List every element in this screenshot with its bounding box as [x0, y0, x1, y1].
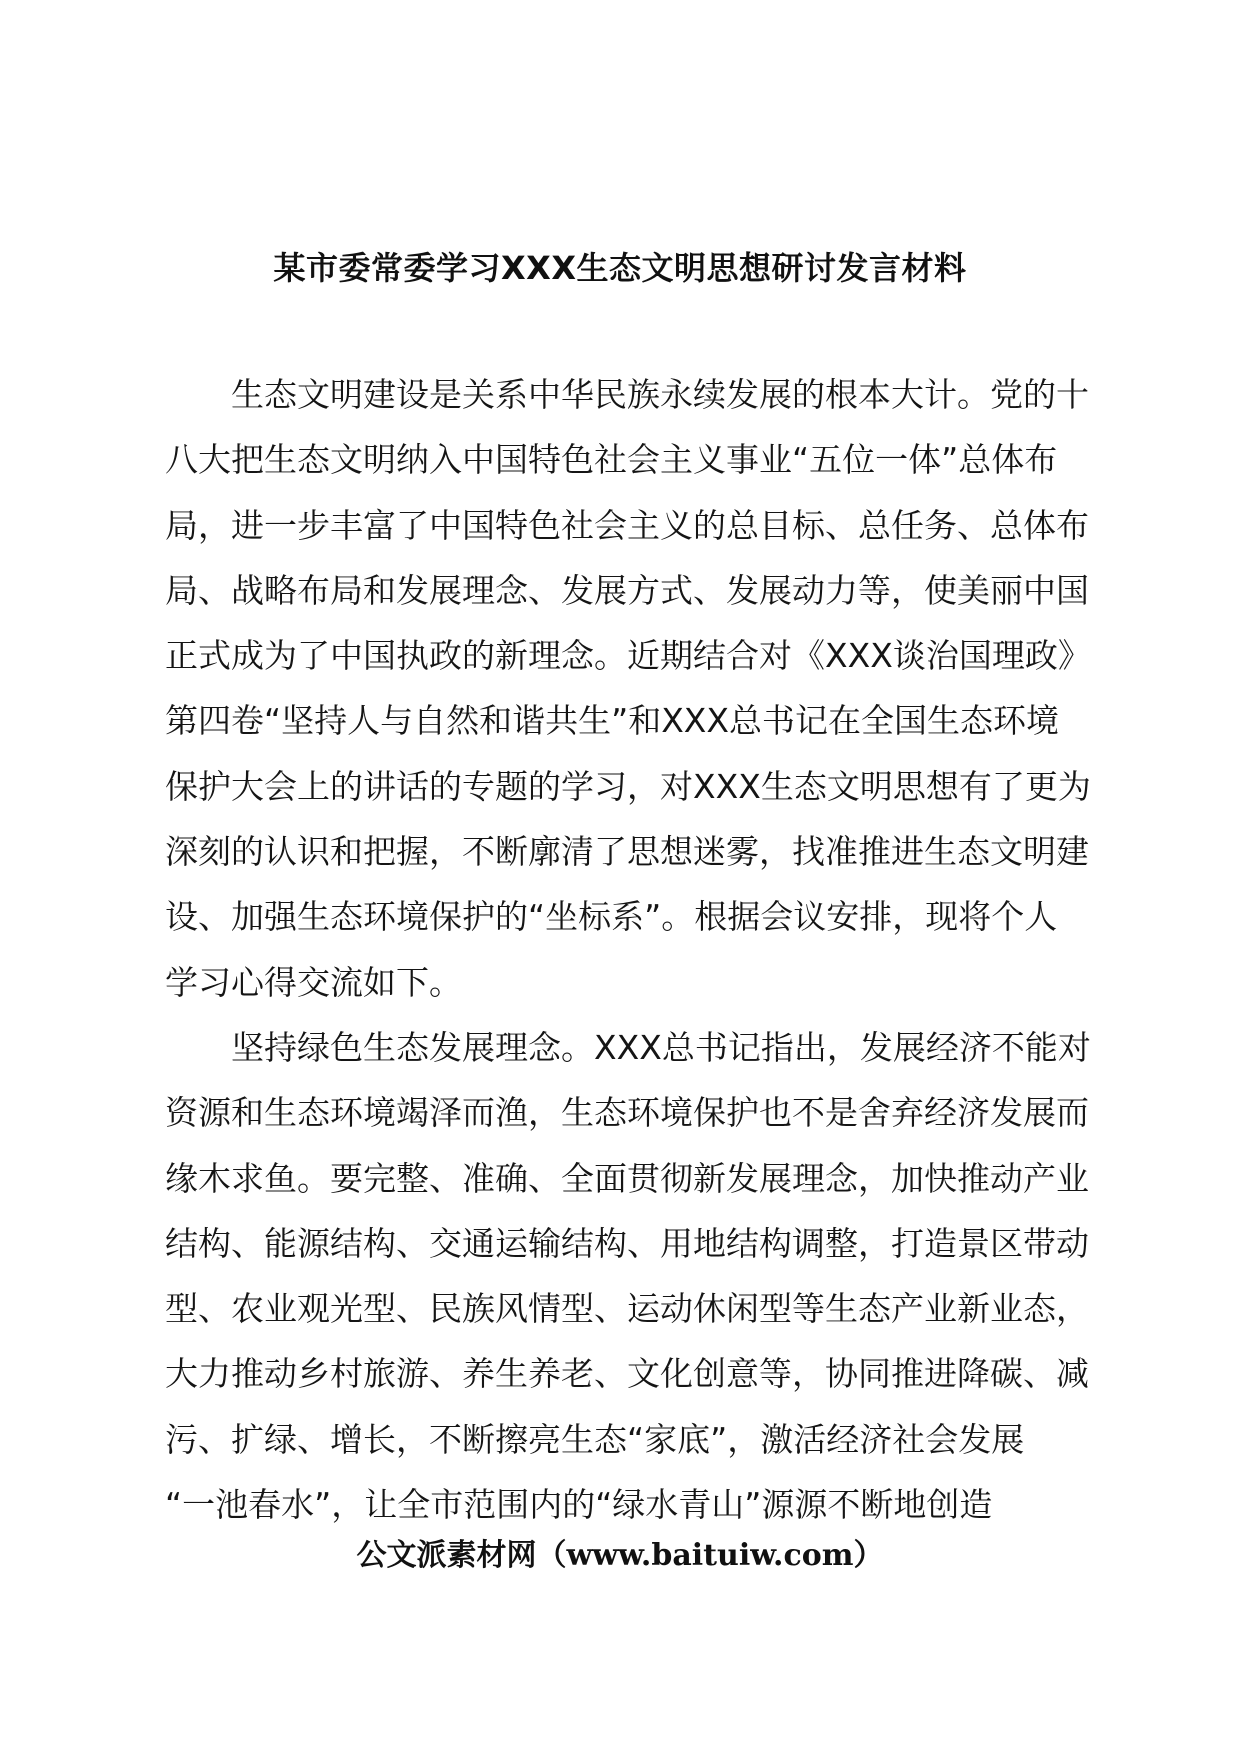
paragraph-line: 缘木求鱼。要完整、准确、全面贯彻新发展理念，加快推动产业 — [165, 1158, 1089, 1198]
paragraph-line: 保护大会上的讲话的专题的学习，对XXX生态文明思想有了更为 — [165, 766, 1091, 806]
paragraph-line: 第四卷“坚持人与自然和谐共生”和XXX总书记在全国生态环境 — [165, 701, 1060, 741]
paragraph-line: 生态文明建设是关系中华民族永续发展的根本大计。党的十 — [231, 375, 1089, 414]
paragraph-line: 资源和生态环境竭泽而渔，生态环境保护也不是舍弃经济发展而 — [165, 1093, 1089, 1133]
paragraph-line: 设、加强生态环境保护的“坐标系”。根据会议安排，现将个人 — [165, 897, 1058, 937]
paragraph-line: 八大把生态文明纳入中国特色社会主义事业“五位一体”总体布 — [165, 440, 1058, 480]
paragraph-2 — [165, 1015, 1095, 1537]
watermark-footer: 公文派素材网（www.baituiw.com） — [356, 1538, 884, 1573]
paragraph-line: “一池春水”，让全市范围内的“绿水青山”源源不断地创造 — [165, 1485, 993, 1525]
paragraph-line: 深刻的认识和把握，不断廓清了思想迷雾，找准推进生态文明建 — [165, 832, 1089, 872]
paragraph-line: 局，进一步丰富了中国特色社会主义的总目标、总任务、总体布 — [165, 505, 1089, 545]
paragraph-1 — [165, 362, 1095, 1015]
paragraph-line: 污、扩绿、增长，不断擦亮生态“家底”，激活经济社会发展 — [165, 1419, 1025, 1459]
paragraph-line: 结构、能源结构、交通运输结构、用地结构调整，打造景区带动 — [165, 1223, 1089, 1263]
paragraph-line: 大力推动乡村旅游、养生养老、文化创意等，协同推进降碳、减 — [165, 1354, 1089, 1394]
paragraph-line: 局、战略布局和发展理念、发展方式、发展动力等，使美丽中国 — [165, 570, 1089, 610]
paragraph-line: 正式成为了中国执政的新理念。近期结合对《XXX谈治国理政》 — [165, 636, 1091, 676]
document-title: 某市委常委学习XXX生态文明思想研讨发言材料 — [273, 249, 967, 287]
paragraph-line: 学习心得交流如下。 — [165, 962, 462, 1002]
document-body — [165, 362, 1095, 1537]
paragraph-line: 型、农业观光型、民族风情型、运动休闲型等生态产业新业态， — [165, 1289, 1089, 1329]
paragraph-line: 坚持绿色生态发展理念。XXX总书记指出，发展经济不能对 — [231, 1027, 1091, 1067]
